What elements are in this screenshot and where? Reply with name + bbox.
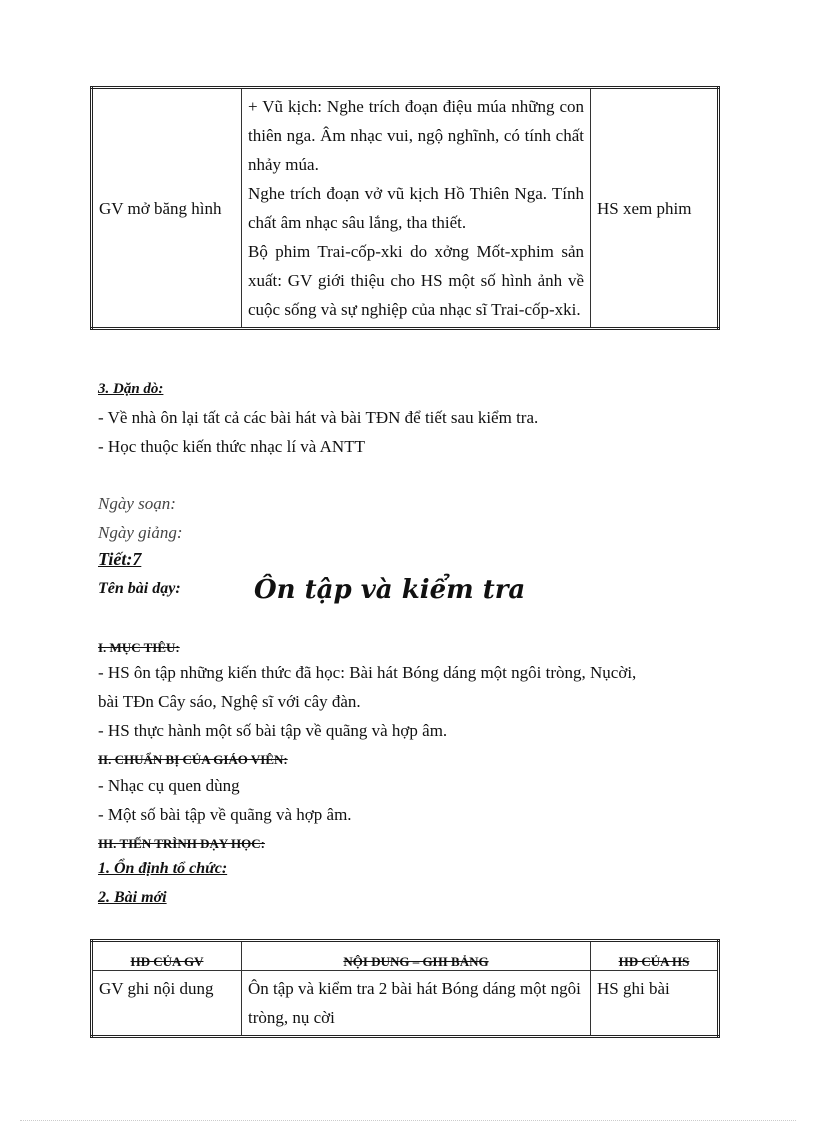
lesson-name-label: Tên bài dạy: (98, 580, 181, 597)
procedure-heading: III. TIẾN TRÌNH DẠY HỌC: (98, 836, 265, 851)
content-line: Bộ phim Trai-cốp-xki do xởng Mốt-xphim sản xuất: GV giới thiệu cho HS một số hình ảnh về cuộc sống và sự nghiệp của nhạc sĩ Trai-cốp-xki. (248, 242, 584, 319)
objectives-heading: I. MỤC TIÊU: (98, 640, 180, 655)
content-cell: Ôn tập và kiểm tra 2 bài hát Bóng dáng một ngôi tròng, nụ cời (242, 971, 591, 1037)
student-activity-cell: HS xem phim (591, 88, 719, 329)
lesson-title: Ôn tập và kiểm tra (254, 575, 526, 605)
teach-date-label: Ngày giảng: (98, 523, 183, 542)
homework-item: - Học thuộc kiến thức nhạc lí và ANTT (98, 437, 365, 456)
student-activity-cell: HS ghi bài (591, 971, 719, 1037)
column-header: NỘI DUNG – GHI BẢNG (242, 941, 591, 971)
preparation-line: - Một số bài tập về quãng và hợp âm. (98, 805, 352, 824)
procedure-step: 1. Ổn định tổ chức: (98, 860, 228, 877)
objective-line: bài TĐn Cây sáo, Nghệ sĩ với cây đàn. (98, 692, 361, 711)
teacher-activity-cell: GV mở băng hình (92, 88, 242, 329)
table-row (92, 971, 719, 1037)
page-bottom-rule (20, 1120, 796, 1121)
objective-line: - HS thực hành một số bài tập về quãng và hợp âm. (98, 721, 448, 740)
content-line: + Vũ kịch: Nghe trích đoạn điệu múa những con thiên nga. Âm nhạc vui, ngộ nghĩnh, có tính chất nhảy múa. (248, 97, 584, 174)
lesson-number: Tiết:7 (98, 549, 142, 569)
column-header: HĐ CỦA HS (591, 941, 719, 971)
table-header-row (92, 941, 719, 971)
activity-table-bottom (90, 939, 720, 1038)
procedure-step: 2. Bài mới (98, 889, 167, 906)
column-header: HĐ CỦA GV (92, 941, 242, 971)
objective-line: - HS ôn tập những kiến thức đã học: Bài hát Bóng dáng một ngôi tròng, Nụcời, (98, 663, 637, 682)
teacher-activity-cell: GV ghi nội dung (92, 971, 242, 1037)
content-cell (242, 88, 591, 329)
content-line: Nghe trích đoạn vở vũ kịch Hồ Thiên Nga. Tính chất âm nhạc sâu lắng, tha thiết. (248, 184, 584, 232)
homework-heading: 3. Dặn dò: (98, 381, 164, 397)
activity-table-top (90, 86, 720, 330)
preparation-heading: II. CHUẨN BỊ CỦA GIÁO VIÊN: (98, 752, 288, 767)
preparation-line: - Nhạc cụ quen dùng (98, 776, 240, 795)
prep-date-label: Ngày soạn: (98, 494, 176, 513)
table-row (92, 88, 719, 329)
homework-item: - Về nhà ôn lại tất cả các bài hát và bài TĐN để tiết sau kiểm tra. (98, 408, 539, 427)
